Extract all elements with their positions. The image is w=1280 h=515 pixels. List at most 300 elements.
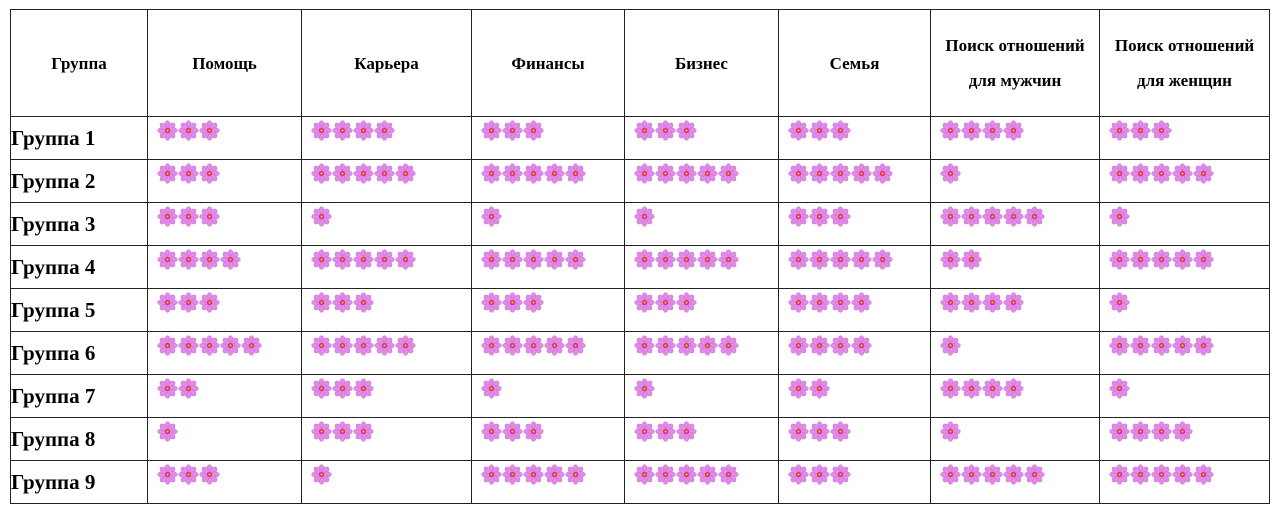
pink-flower-icon [523, 335, 544, 356]
pink-flower-icon [353, 163, 374, 184]
pink-flower-icon [634, 421, 655, 442]
pink-flower-icon [311, 249, 332, 270]
rating-cell-women-relations [1100, 246, 1270, 289]
flower-rating [625, 160, 778, 184]
pink-flower-icon [523, 163, 544, 184]
pink-flower-icon [872, 163, 893, 184]
pink-flower-icon [481, 292, 502, 313]
pink-flower-icon [655, 292, 676, 313]
rating-cell-family [779, 461, 931, 504]
pink-flower-icon [1109, 292, 1130, 313]
pink-flower-icon [157, 120, 178, 141]
table-row [11, 375, 1270, 418]
pink-flower-icon [851, 249, 872, 270]
header-men-relations: Поиск отношений для мужчин [931, 10, 1100, 117]
pink-flower-icon [1172, 249, 1193, 270]
rating-cell-help [148, 461, 302, 504]
rating-cell-finance [472, 160, 625, 203]
pink-flower-icon [565, 163, 586, 184]
pink-flower-icon [332, 249, 353, 270]
pink-flower-icon [940, 292, 961, 313]
pink-flower-icon [655, 335, 676, 356]
flower-rating [148, 375, 301, 399]
pink-flower-icon [1151, 249, 1172, 270]
flower-rating [148, 117, 301, 141]
pink-flower-icon [940, 163, 961, 184]
header-women-relations: Поиск отношений для женщин [1100, 10, 1270, 117]
pink-flower-icon [634, 120, 655, 141]
pink-flower-icon [199, 249, 220, 270]
pink-flower-icon [1109, 163, 1130, 184]
pink-flower-icon [788, 335, 809, 356]
rating-cell-women-relations [1100, 117, 1270, 160]
pink-flower-icon [1151, 163, 1172, 184]
table-row [11, 289, 1270, 332]
flower-rating [1100, 160, 1269, 184]
pink-flower-icon [634, 464, 655, 485]
header-help: Помощь [148, 10, 302, 117]
flower-rating [148, 203, 301, 227]
pink-flower-icon [697, 335, 718, 356]
table-row [11, 246, 1270, 289]
header-business: Бизнес [625, 10, 779, 117]
group-name: Группа 2 [11, 160, 148, 203]
flower-rating [779, 332, 930, 356]
pink-flower-icon [961, 292, 982, 313]
flower-rating [625, 332, 778, 356]
pink-flower-icon [809, 421, 830, 442]
rating-cell-family [779, 375, 931, 418]
pink-flower-icon [523, 249, 544, 270]
pink-flower-icon [374, 163, 395, 184]
flower-rating [931, 418, 1099, 442]
pink-flower-icon [502, 120, 523, 141]
rating-cell-family [779, 418, 931, 461]
rating-cell-men-relations [931, 375, 1100, 418]
pink-flower-icon [1172, 335, 1193, 356]
pink-flower-icon [718, 464, 739, 485]
table-row [11, 332, 1270, 375]
pink-flower-icon [199, 464, 220, 485]
rating-table [10, 9, 1270, 504]
pink-flower-icon [199, 206, 220, 227]
pink-flower-icon [830, 464, 851, 485]
pink-flower-icon [332, 378, 353, 399]
pink-flower-icon [982, 464, 1003, 485]
pink-flower-icon [788, 421, 809, 442]
flower-rating [625, 289, 778, 313]
pink-flower-icon [1130, 163, 1151, 184]
flower-rating [625, 117, 778, 141]
pink-flower-icon [481, 421, 502, 442]
pink-flower-icon [1193, 464, 1214, 485]
pink-flower-icon [178, 206, 199, 227]
rating-cell-career [302, 461, 472, 504]
flower-rating [625, 203, 778, 227]
pink-flower-icon [1172, 421, 1193, 442]
rating-cell-career [302, 418, 472, 461]
pink-flower-icon [353, 335, 374, 356]
pink-flower-icon [178, 163, 199, 184]
pink-flower-icon [1003, 378, 1024, 399]
rating-cell-finance [472, 332, 625, 375]
table-row [11, 160, 1270, 203]
pink-flower-icon [523, 464, 544, 485]
rating-cell-career [302, 160, 472, 203]
pink-flower-icon [940, 464, 961, 485]
group-name: Группа 3 [11, 203, 148, 246]
pink-flower-icon [634, 378, 655, 399]
pink-flower-icon [1109, 464, 1130, 485]
pink-flower-icon [809, 206, 830, 227]
pink-flower-icon [634, 292, 655, 313]
pink-flower-icon [718, 249, 739, 270]
flower-rating [472, 375, 624, 399]
rating-cell-men-relations [931, 461, 1100, 504]
pink-flower-icon [676, 335, 697, 356]
rating-cell-women-relations [1100, 418, 1270, 461]
pink-flower-icon [809, 335, 830, 356]
pink-flower-icon [481, 378, 502, 399]
flower-rating [1100, 203, 1269, 227]
pink-flower-icon [788, 292, 809, 313]
rating-cell-women-relations [1100, 160, 1270, 203]
pink-flower-icon [1130, 464, 1151, 485]
flower-rating [625, 461, 778, 485]
group-name: Группа 4 [11, 246, 148, 289]
rating-cell-finance [472, 246, 625, 289]
rating-cell-men-relations [931, 160, 1100, 203]
pink-flower-icon [353, 249, 374, 270]
pink-flower-icon [374, 335, 395, 356]
flower-rating [148, 332, 301, 356]
pink-flower-icon [481, 464, 502, 485]
pink-flower-icon [332, 335, 353, 356]
flower-rating [779, 117, 930, 141]
rating-cell-finance [472, 418, 625, 461]
pink-flower-icon [982, 378, 1003, 399]
header-career: Карьера [302, 10, 472, 117]
rating-cell-family [779, 117, 931, 160]
pink-flower-icon [311, 335, 332, 356]
rating-cell-women-relations [1100, 461, 1270, 504]
pink-flower-icon [178, 335, 199, 356]
pink-flower-icon [353, 292, 374, 313]
flower-rating [302, 117, 471, 141]
rating-cell-finance [472, 461, 625, 504]
pink-flower-icon [982, 206, 1003, 227]
header-group: Группа [11, 10, 148, 117]
rating-cell-women-relations [1100, 375, 1270, 418]
pink-flower-icon [311, 464, 332, 485]
rating-cell-help [148, 289, 302, 332]
pink-flower-icon [676, 464, 697, 485]
pink-flower-icon [1172, 464, 1193, 485]
pink-flower-icon [830, 249, 851, 270]
pink-flower-icon [940, 249, 961, 270]
pink-flower-icon [872, 249, 893, 270]
flower-rating [779, 160, 930, 184]
table-row [11, 203, 1270, 246]
pink-flower-icon [157, 163, 178, 184]
rating-cell-men-relations [931, 117, 1100, 160]
pink-flower-icon [199, 292, 220, 313]
pink-flower-icon [1024, 464, 1045, 485]
rating-cell-business [625, 246, 779, 289]
pink-flower-icon [502, 292, 523, 313]
table-row [11, 418, 1270, 461]
pink-flower-icon [311, 206, 332, 227]
pink-flower-icon [1130, 120, 1151, 141]
pink-flower-icon [241, 335, 262, 356]
header-family: Семья [779, 10, 931, 117]
rating-cell-help [148, 418, 302, 461]
pink-flower-icon [676, 163, 697, 184]
pink-flower-icon [565, 335, 586, 356]
flower-rating [148, 418, 301, 442]
flower-rating [931, 160, 1099, 184]
flower-rating [472, 461, 624, 485]
pink-flower-icon [353, 378, 374, 399]
pink-flower-icon [1109, 378, 1130, 399]
pink-flower-icon [655, 249, 676, 270]
pink-flower-icon [830, 163, 851, 184]
pink-flower-icon [961, 378, 982, 399]
flower-rating [931, 461, 1099, 485]
pink-flower-icon [634, 335, 655, 356]
pink-flower-icon [395, 335, 416, 356]
pink-flower-icon [1130, 249, 1151, 270]
flower-rating [1100, 117, 1269, 141]
rating-cell-family [779, 246, 931, 289]
pink-flower-icon [157, 249, 178, 270]
pink-flower-icon [1109, 249, 1130, 270]
rating-cell-business [625, 375, 779, 418]
pink-flower-icon [1193, 335, 1214, 356]
rating-cell-finance [472, 375, 625, 418]
table-row [11, 461, 1270, 504]
pink-flower-icon [544, 163, 565, 184]
flower-rating [472, 418, 624, 442]
flower-rating [472, 246, 624, 270]
rating-cell-business [625, 332, 779, 375]
flower-rating [472, 289, 624, 313]
flower-rating [779, 375, 930, 399]
rating-cell-family [779, 332, 931, 375]
pink-flower-icon [830, 292, 851, 313]
rating-cell-men-relations [931, 332, 1100, 375]
flower-rating [1100, 289, 1269, 313]
pink-flower-icon [830, 206, 851, 227]
pink-flower-icon [220, 249, 241, 270]
rating-cell-men-relations [931, 246, 1100, 289]
pink-flower-icon [374, 120, 395, 141]
pink-flower-icon [332, 292, 353, 313]
pink-flower-icon [178, 464, 199, 485]
header-row [11, 10, 1270, 117]
pink-flower-icon [718, 335, 739, 356]
flower-rating [779, 461, 930, 485]
pink-flower-icon [830, 120, 851, 141]
pink-flower-icon [788, 464, 809, 485]
flower-rating [625, 375, 778, 399]
pink-flower-icon [481, 206, 502, 227]
flower-rating [625, 246, 778, 270]
pink-flower-icon [199, 335, 220, 356]
flower-rating [148, 461, 301, 485]
pink-flower-icon [502, 421, 523, 442]
pink-flower-icon [676, 292, 697, 313]
table-body [11, 117, 1270, 504]
flower-rating [931, 289, 1099, 313]
flower-rating [302, 461, 471, 485]
flower-rating [302, 289, 471, 313]
flower-rating [302, 375, 471, 399]
pink-flower-icon [809, 249, 830, 270]
pink-flower-icon [178, 292, 199, 313]
pink-flower-icon [544, 464, 565, 485]
pink-flower-icon [961, 249, 982, 270]
rating-cell-business [625, 160, 779, 203]
pink-flower-icon [788, 249, 809, 270]
rating-cell-help [148, 160, 302, 203]
rating-cell-help [148, 246, 302, 289]
rating-cell-business [625, 418, 779, 461]
rating-cell-women-relations [1100, 332, 1270, 375]
pink-flower-icon [1151, 335, 1172, 356]
flower-rating [472, 203, 624, 227]
flower-rating [302, 418, 471, 442]
pink-flower-icon [395, 249, 416, 270]
pink-flower-icon [982, 120, 1003, 141]
pink-flower-icon [961, 206, 982, 227]
pink-flower-icon [788, 163, 809, 184]
rating-cell-career [302, 332, 472, 375]
flower-rating [931, 203, 1099, 227]
flower-rating [302, 332, 471, 356]
rating-cell-business [625, 289, 779, 332]
pink-flower-icon [1109, 120, 1130, 141]
pink-flower-icon [940, 335, 961, 356]
pink-flower-icon [157, 378, 178, 399]
flower-rating [302, 203, 471, 227]
flower-rating [931, 375, 1099, 399]
pink-flower-icon [1151, 464, 1172, 485]
pink-flower-icon [502, 163, 523, 184]
pink-flower-icon [157, 421, 178, 442]
pink-flower-icon [1130, 421, 1151, 442]
pink-flower-icon [961, 464, 982, 485]
pink-flower-icon [481, 163, 502, 184]
pink-flower-icon [157, 464, 178, 485]
flower-rating [472, 332, 624, 356]
flower-rating [779, 289, 930, 313]
flower-rating [472, 160, 624, 184]
pink-flower-icon [697, 464, 718, 485]
rating-cell-business [625, 461, 779, 504]
rating-cell-family [779, 289, 931, 332]
flower-rating [148, 289, 301, 313]
pink-flower-icon [982, 292, 1003, 313]
pink-flower-icon [809, 292, 830, 313]
pink-flower-icon [788, 120, 809, 141]
pink-flower-icon [544, 249, 565, 270]
pink-flower-icon [1130, 335, 1151, 356]
pink-flower-icon [851, 335, 872, 356]
pink-flower-icon [332, 163, 353, 184]
pink-flower-icon [1151, 421, 1172, 442]
pink-flower-icon [1003, 120, 1024, 141]
rating-cell-help [148, 375, 302, 418]
pink-flower-icon [655, 120, 676, 141]
pink-flower-icon [481, 120, 502, 141]
group-name: Группа 8 [11, 418, 148, 461]
pink-flower-icon [1151, 120, 1172, 141]
flower-rating [931, 246, 1099, 270]
pink-flower-icon [676, 249, 697, 270]
flower-rating [302, 160, 471, 184]
pink-flower-icon [718, 163, 739, 184]
flower-rating [779, 246, 930, 270]
flower-rating [779, 418, 930, 442]
pink-flower-icon [940, 378, 961, 399]
rating-cell-finance [472, 289, 625, 332]
flower-rating [148, 246, 301, 270]
pink-flower-icon [809, 120, 830, 141]
flower-rating [1100, 418, 1269, 442]
pink-flower-icon [353, 421, 374, 442]
pink-flower-icon [1003, 464, 1024, 485]
rating-cell-career [302, 117, 472, 160]
pink-flower-icon [157, 335, 178, 356]
pink-flower-icon [502, 249, 523, 270]
rating-cell-men-relations [931, 203, 1100, 246]
flower-rating [625, 418, 778, 442]
pink-flower-icon [830, 421, 851, 442]
rating-cell-career [302, 375, 472, 418]
pink-flower-icon [655, 163, 676, 184]
group-name: Группа 7 [11, 375, 148, 418]
pink-flower-icon [676, 421, 697, 442]
pink-flower-icon [481, 335, 502, 356]
pink-flower-icon [655, 421, 676, 442]
pink-flower-icon [157, 292, 178, 313]
rating-cell-finance [472, 203, 625, 246]
pink-flower-icon [523, 421, 544, 442]
flower-rating [931, 332, 1099, 356]
pink-flower-icon [809, 163, 830, 184]
pink-flower-icon [851, 292, 872, 313]
rating-cell-women-relations [1100, 289, 1270, 332]
pink-flower-icon [311, 292, 332, 313]
pink-flower-icon [374, 249, 395, 270]
pink-flower-icon [178, 120, 199, 141]
pink-flower-icon [332, 120, 353, 141]
flower-rating [1100, 461, 1269, 485]
pink-flower-icon [199, 120, 220, 141]
pink-flower-icon [1109, 421, 1130, 442]
pink-flower-icon [1109, 206, 1130, 227]
rating-cell-career [302, 203, 472, 246]
pink-flower-icon [830, 335, 851, 356]
pink-flower-icon [961, 120, 982, 141]
group-name: Группа 6 [11, 332, 148, 375]
pink-flower-icon [940, 206, 961, 227]
rating-cell-help [148, 117, 302, 160]
rating-cell-business [625, 203, 779, 246]
pink-flower-icon [502, 464, 523, 485]
pink-flower-icon [1003, 206, 1024, 227]
